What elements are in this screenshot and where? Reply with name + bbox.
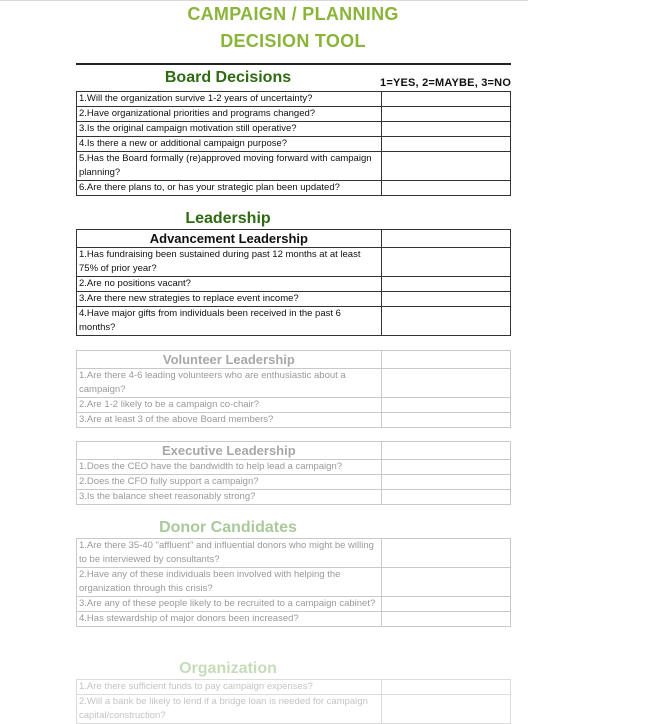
table-row [77,137,511,152]
advancement-leadership-table [76,229,511,336]
table-row [77,92,511,107]
table-row [77,568,511,597]
answer-cell[interactable] [381,680,510,695]
answer-cell[interactable] [381,568,510,597]
table-row [77,597,511,612]
executive-leadership-table [76,441,511,505]
table-row [77,539,511,568]
question-cell: 2.Does the CFO fully support a campaign? [77,475,382,490]
question-cell: 2.Are no positions vacant? [77,277,382,292]
table-row [77,292,511,307]
answer-cell[interactable] [381,248,510,277]
table-row [77,369,511,398]
table-row [77,181,511,196]
donor-candidates-table [76,538,511,627]
table-row [77,351,511,369]
table-row [77,460,511,475]
answer-cell[interactable] [381,398,510,413]
question-cell: 1.Are there 35-40 "affluent" and influential donors who might be willing to be interviewed by consultants? [77,539,382,568]
board-decisions-table [76,91,511,196]
answer-cell [381,230,510,248]
question-cell: 4.Has stewardship of major donors been increased? [77,612,382,627]
answer-cell[interactable] [381,539,510,568]
leadership-heading: Leadership [185,210,271,227]
table-row [77,695,511,724]
table-row [77,122,511,137]
volunteer-leadership-heading: Volunteer Leadership [77,351,382,369]
answer-cell[interactable] [381,137,510,152]
answer-cell[interactable] [381,612,510,627]
table-row [77,152,511,181]
answer-cell[interactable] [381,460,510,475]
table-row [77,307,511,336]
organization-heading: Organization [179,660,277,677]
answer-cell[interactable] [381,475,510,490]
table-row [77,230,511,248]
page-subtitle: DECISION TOOL [220,31,366,51]
answer-cell [381,351,510,369]
volunteer-leadership-table [76,350,511,428]
answer-cell[interactable] [381,413,510,428]
answer-cell[interactable] [381,307,510,336]
question-cell: 6.Are there plans to, or has your strategic plan been updated? [77,181,382,196]
question-cell: 4.Is there a new or additional campaign purpose? [77,137,382,152]
table-row [77,475,511,490]
organization-table [76,679,511,724]
question-cell: 2.Will a bank be likely to lend if a bridge loan is needed for campaign capital/construction? [77,695,382,724]
question-cell: 4.Have major gifts from individuals been received in the past 6 months? [77,307,382,336]
table-row [77,107,511,122]
answer-cell[interactable] [381,597,510,612]
question-cell: 1.Are there 4-6 leading volunteers who are enthusiastic about a campaign? [77,369,382,398]
page-title: CAMPAIGN / PLANNING [187,4,399,24]
question-cell: 3.Are at least 3 of the above Board members? [77,413,382,428]
answer-cell[interactable] [381,369,510,398]
answer-cell[interactable] [381,277,510,292]
answer-cell[interactable] [381,152,510,181]
question-cell: 1.Does the CEO have the bandwidth to help lead a campaign? [77,460,382,475]
table-row [77,442,511,460]
answer-cell[interactable] [381,292,510,307]
table-row [77,248,511,277]
table-row [77,277,511,292]
answer-legend: 1=YES, 2=MAYBE, 3=NO [380,77,512,89]
executive-leadership-heading: Executive Leadership [77,442,382,460]
answer-cell[interactable] [381,490,510,505]
header-divider [76,63,511,65]
question-cell: 2.Have any of these individuals been involved with helping the organization through this crisis? [77,568,382,597]
question-cell: 1.Has fundraising been sustained during past 12 months at at least 75% of prior year? [77,248,382,277]
question-cell: 3.Is the original campaign motivation still operative? [77,122,382,137]
question-cell: 2.Have organizational priorities and programs changed? [77,107,382,122]
advancement-leadership-heading: Advancement Leadership [77,230,382,248]
donor-candidates-heading: Donor Candidates [159,519,297,536]
answer-cell[interactable] [381,122,510,137]
table-row [77,680,511,695]
top-rule [0,0,528,1]
answer-cell[interactable] [381,181,510,196]
answer-cell[interactable] [381,695,510,724]
board-decisions-heading: Board Decisions [164,69,292,86]
answer-cell [381,442,510,460]
question-cell: 1.Are there sufficient funds to pay campaign expenses? [77,680,382,695]
question-cell: 1.Will the organization survive 1-2 years of uncertainty? [77,92,382,107]
question-cell: 3.Are any of these people likely to be recruited to a campaign cabinet? [77,597,382,612]
answer-cell[interactable] [381,92,510,107]
question-cell: 3.Is the balance sheet reasonably strong? [77,490,382,505]
table-row [77,612,511,627]
table-row [77,398,511,413]
question-cell: 5.Has the Board formally (re)approved moving forward with campaign planning? [77,152,382,181]
table-row [77,490,511,505]
answer-cell[interactable] [381,107,510,122]
question-cell: 3.Are there new strategies to replace event income? [77,292,382,307]
table-row [77,413,511,428]
question-cell: 2.Are 1-2 likely to be a campaign co-chair? [77,398,382,413]
